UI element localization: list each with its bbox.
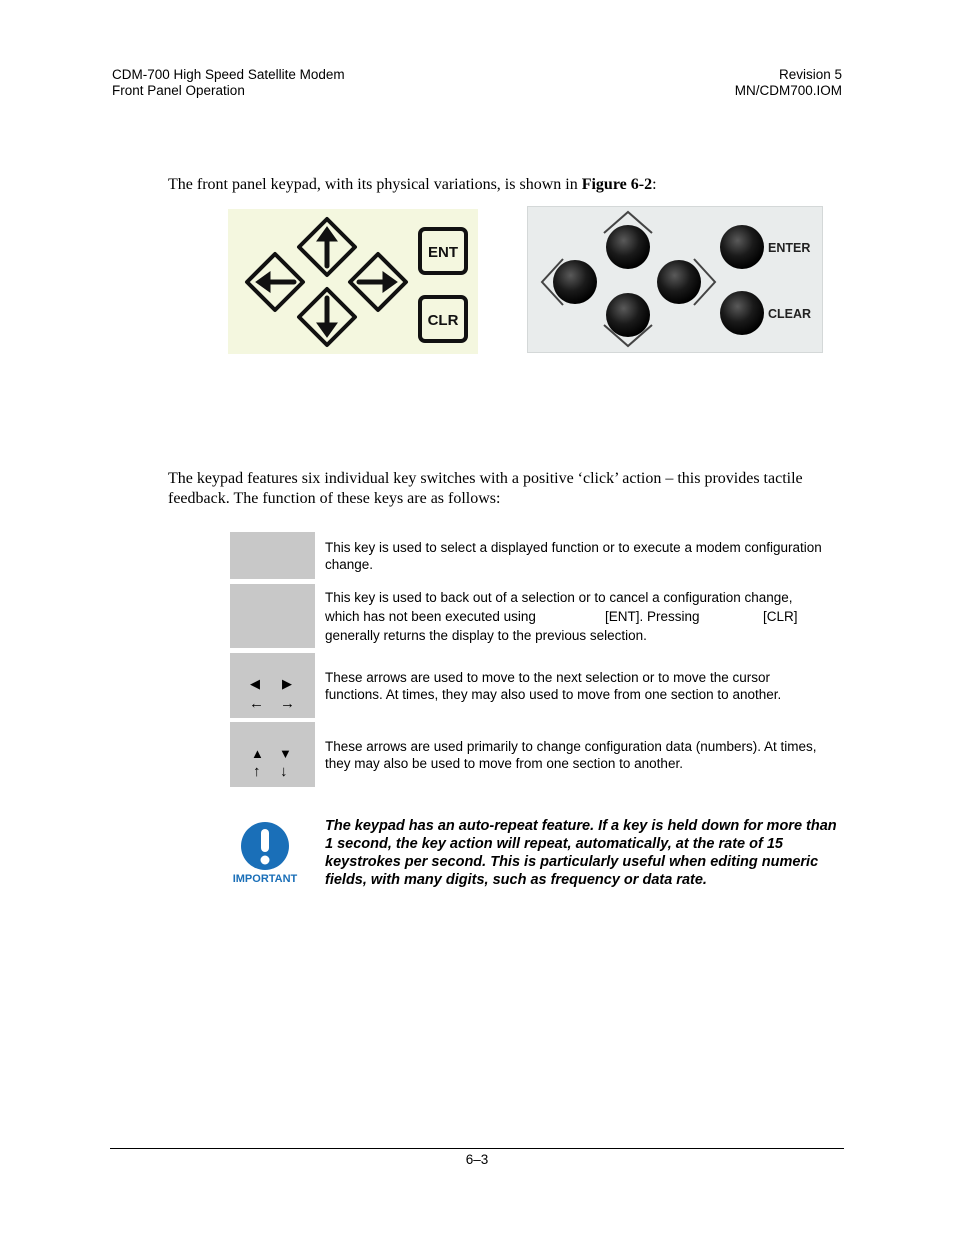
- clr-key-label: CLR: [427, 312, 459, 329]
- down-button: [606, 293, 650, 337]
- doc-number: MN/CDM700.IOM: [734, 83, 842, 98]
- page-number: 6–3: [465, 1152, 489, 1167]
- left-right-key-description: These arrows are used to move to the next selection or to move the cursor functions. At times, they may also used to move from one section to another.: [325, 670, 782, 702]
- left-triangle-icon: ◀: [250, 676, 260, 691]
- up-down-key-cell: [230, 722, 315, 787]
- left-button: [553, 260, 597, 304]
- keypad-photo-variant-a: [228, 209, 478, 354]
- important-note: The keypad has an auto-repeat feature. If a key is held down for more than 1 second, the key action will repeat, automatically, at the rate of 15 keystrokes per second. This is particularly useful when editing numeric fields, with many digits, such as frequency or data rate.: [325, 818, 837, 888]
- ent-key-cell: [230, 532, 315, 579]
- clr-key-cell: [230, 584, 315, 648]
- up-arrow-icon: ↑: [253, 763, 261, 780]
- right-arrow-icon: →: [280, 695, 295, 712]
- left-arrow-icon: ←: [249, 695, 264, 712]
- doc-section: Front Panel Operation: [112, 83, 245, 98]
- up-down-key-description: These arrows are used primarily to change configuration data (numbers). At times, they may also be used to move from one section to another.: [325, 739, 817, 771]
- figure-reference: Figure 6-2: [581, 176, 653, 193]
- up-triangle-icon: ▲: [251, 746, 264, 761]
- enter-button: [720, 225, 764, 269]
- left-right-key-cell: [230, 653, 315, 718]
- down-triangle-icon: ▼: [279, 746, 292, 761]
- intro-sentence: The front panel keypad, with its physical variations, is shown in Figure 6-2:: [168, 176, 657, 193]
- ent-key-label: ENT: [428, 244, 458, 261]
- doc-revision: Revision 5: [778, 67, 842, 82]
- clear-button: [720, 291, 764, 335]
- keypad-description: The keypad features six individual key switches with a positive ‘click’ action – this provides tactile feedback. The function of these keys are as follows:: [168, 470, 803, 507]
- right-triangle-icon: ▶: [282, 676, 292, 691]
- ent-key-description: This key is used to select a displayed function or to execute a modem configuration change.: [325, 540, 822, 572]
- footer-divider: [110, 1148, 844, 1149]
- header-right: [735, 67, 842, 99]
- important-icon-label: IMPORTANT: [232, 873, 298, 885]
- important-icon: [232, 820, 300, 886]
- down-arrow-icon: ↓: [280, 763, 288, 780]
- right-button: [657, 260, 701, 304]
- up-button: [606, 225, 650, 269]
- clear-button-label: CLEAR: [768, 307, 812, 321]
- keypad-photo-variant-b: [527, 206, 823, 353]
- doc-title: CDM-700 High Speed Satellite Modem: [112, 67, 345, 82]
- clr-key-description: This key is used to back out of a selection or to cancel a configuration change, which has not been executed using [ENT]. Pressing [CLR] generally returns the display to the previous selection.: [325, 590, 798, 643]
- enter-button-label: ENTER: [768, 241, 811, 255]
- header-left: [112, 67, 345, 99]
